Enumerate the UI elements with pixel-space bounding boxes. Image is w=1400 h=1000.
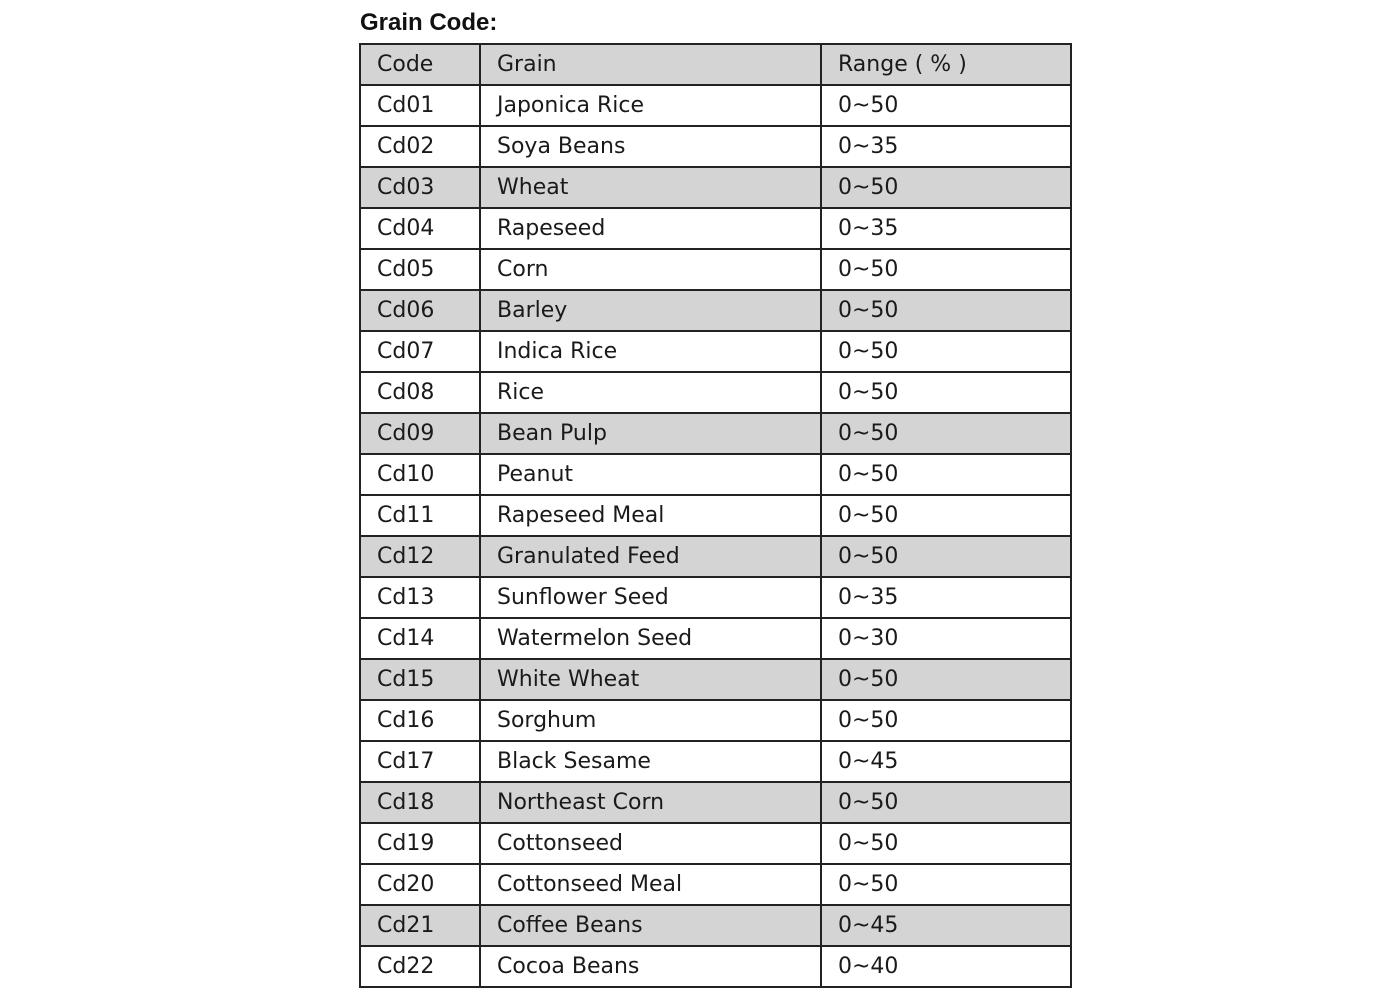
grain-cell: Bean Pulp: [480, 413, 821, 454]
range-cell: 0~40: [821, 946, 1071, 987]
code-cell: Cd13: [360, 577, 480, 618]
grain-cell: Rapeseed Meal: [480, 495, 821, 536]
code-cell: Cd17: [360, 741, 480, 782]
grain-cell: Cocoa Beans: [480, 946, 821, 987]
grain-cell: Wheat: [480, 167, 821, 208]
range-cell: 0~50: [821, 536, 1071, 577]
table-row: [360, 126, 1071, 167]
table-row: [360, 823, 1071, 864]
grain-cell: Rice: [480, 372, 821, 413]
grain-cell: Black Sesame: [480, 741, 821, 782]
grain-cell: Indica Rice: [480, 331, 821, 372]
grain-cell: Granulated Feed: [480, 536, 821, 577]
header-code: Code: [360, 44, 480, 85]
table-row: [360, 782, 1071, 823]
range-cell: 0~45: [821, 905, 1071, 946]
code-cell: Cd07: [360, 331, 480, 372]
code-cell: Cd04: [360, 208, 480, 249]
range-cell: 0~35: [821, 577, 1071, 618]
code-cell: Cd11: [360, 495, 480, 536]
grain-cell: Sorghum: [480, 700, 821, 741]
header-grain: Grain: [480, 44, 821, 85]
table-row: [360, 864, 1071, 905]
page-title: Grain Code:: [360, 9, 498, 36]
grain-cell: Barley: [480, 290, 821, 331]
table-row: [360, 495, 1071, 536]
grain-cell: White Wheat: [480, 659, 821, 700]
range-cell: 0~35: [821, 208, 1071, 249]
table-row: [360, 577, 1071, 618]
code-cell: Cd21: [360, 905, 480, 946]
grain-cell: Watermelon Seed: [480, 618, 821, 659]
range-cell: 0~50: [821, 495, 1071, 536]
table-row: [360, 618, 1071, 659]
code-cell: Cd10: [360, 454, 480, 495]
grain-cell: Peanut: [480, 454, 821, 495]
range-cell: 0~50: [821, 85, 1071, 126]
table-header-row: [360, 44, 1071, 85]
range-cell: 0~50: [821, 659, 1071, 700]
table-row: [360, 454, 1071, 495]
table-row: [360, 167, 1071, 208]
grain-code-table: [359, 43, 1072, 988]
range-cell: 0~50: [821, 372, 1071, 413]
table-row: [360, 700, 1071, 741]
code-cell: Cd16: [360, 700, 480, 741]
range-cell: 0~30: [821, 618, 1071, 659]
table-row: [360, 372, 1071, 413]
range-cell: 0~50: [821, 167, 1071, 208]
code-cell: Cd09: [360, 413, 480, 454]
header-range: Range ( % ): [821, 44, 1071, 85]
table-row: [360, 85, 1071, 126]
range-cell: 0~50: [821, 823, 1071, 864]
table-row: [360, 290, 1071, 331]
code-cell: Cd03: [360, 167, 480, 208]
code-cell: Cd19: [360, 823, 480, 864]
table-row: [360, 659, 1071, 700]
code-cell: Cd08: [360, 372, 480, 413]
range-cell: 0~50: [821, 700, 1071, 741]
range-cell: 0~50: [821, 413, 1071, 454]
table-row: [360, 249, 1071, 290]
code-cell: Cd20: [360, 864, 480, 905]
code-cell: Cd15: [360, 659, 480, 700]
code-cell: Cd12: [360, 536, 480, 577]
grain-cell: Soya Beans: [480, 126, 821, 167]
table-body: [360, 85, 1071, 987]
grain-cell: Cottonseed Meal: [480, 864, 821, 905]
range-cell: 0~35: [821, 126, 1071, 167]
table-row: [360, 331, 1071, 372]
grain-cell: Cottonseed: [480, 823, 821, 864]
range-cell: 0~45: [821, 741, 1071, 782]
range-cell: 0~50: [821, 331, 1071, 372]
grain-cell: Rapeseed: [480, 208, 821, 249]
grain-cell: Sunflower Seed: [480, 577, 821, 618]
range-cell: 0~50: [821, 249, 1071, 290]
range-cell: 0~50: [821, 454, 1071, 495]
code-cell: Cd05: [360, 249, 480, 290]
code-cell: Cd06: [360, 290, 480, 331]
code-cell: Cd22: [360, 946, 480, 987]
grain-cell: Japonica Rice: [480, 85, 821, 126]
code-cell: Cd18: [360, 782, 480, 823]
table-row: [360, 208, 1071, 249]
grain-cell: Northeast Corn: [480, 782, 821, 823]
table-row: [360, 413, 1071, 454]
table-row: [360, 905, 1071, 946]
code-cell: Cd02: [360, 126, 480, 167]
table-row: [360, 741, 1071, 782]
table-row: [360, 536, 1071, 577]
table-row: [360, 946, 1071, 987]
grain-cell: Coffee Beans: [480, 905, 821, 946]
range-cell: 0~50: [821, 864, 1071, 905]
code-cell: Cd01: [360, 85, 480, 126]
code-cell: Cd14: [360, 618, 480, 659]
grain-cell: Corn: [480, 249, 821, 290]
range-cell: 0~50: [821, 782, 1071, 823]
range-cell: 0~50: [821, 290, 1071, 331]
